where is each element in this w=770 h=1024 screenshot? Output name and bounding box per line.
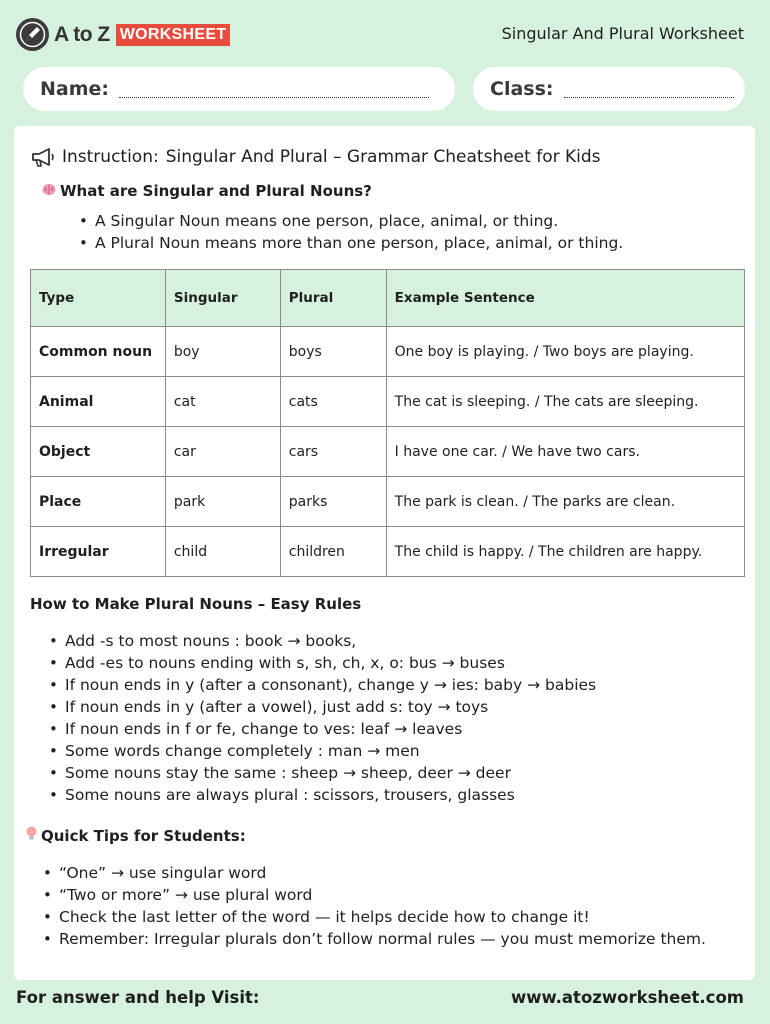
table-row: [31, 327, 745, 377]
section-rules-title: How to Make Plural Nouns – Easy Rules: [30, 595, 362, 613]
class-label: Class:: [490, 78, 554, 100]
cell-type: Common noun: [31, 327, 166, 377]
header-example: Example Sentence: [386, 270, 744, 327]
logo[interactable]: [16, 18, 230, 51]
definition-list: [76, 210, 623, 254]
cell-example: The child is happy. / The children are happy.: [386, 527, 744, 577]
cell-type: Object: [31, 427, 166, 477]
cell-type: Place: [31, 477, 166, 527]
list-item: • Some words change completely : man → men: [46, 740, 596, 762]
cell-plural: cars: [280, 427, 386, 477]
page-title: Singular And Plural Worksheet: [501, 24, 744, 43]
cell-example: The cat is sleeping. / The cats are sleeping.: [386, 377, 744, 427]
cell-type: Irregular: [31, 527, 166, 577]
cell-example: One boy is playing. / Two boys are playing.: [386, 327, 744, 377]
table-row: [31, 377, 745, 427]
list-item: • Check the last letter of the word — it helps decide how to change it!: [40, 906, 720, 928]
section-tips-heading: [26, 826, 246, 845]
cell-singular: car: [165, 427, 280, 477]
cell-singular: boy: [165, 327, 280, 377]
header-singular: Singular: [165, 270, 280, 327]
table-row: [31, 527, 745, 577]
cell-example: The park is clean. / The parks are clean.: [386, 477, 744, 527]
tips-list: [40, 862, 720, 950]
cell-example: I have one car. / We have two cars.: [386, 427, 744, 477]
instruction-label: Instruction:: [62, 147, 159, 167]
noun-table: [30, 269, 745, 577]
list-item: • A Plural Noun means more than one person, place, animal, or thing.: [76, 232, 623, 254]
brain-icon: [42, 183, 56, 200]
table-row: [31, 477, 745, 527]
list-item: • A Singular Noun means one person, place, animal, or thing.: [76, 210, 623, 232]
list-item: • “Two or more” → use plural word: [40, 884, 720, 906]
section-what-are-heading: [42, 182, 372, 200]
pencil-logo-icon: [16, 18, 49, 51]
header-type: Type: [31, 270, 166, 327]
lightbulb-icon: [26, 826, 37, 845]
name-field[interactable]: [23, 67, 455, 111]
header: [16, 18, 744, 54]
cell-singular: cat: [165, 377, 280, 427]
list-item: • Add -s to most nouns : book → books,: [46, 630, 596, 652]
list-item: • Some nouns stay the same : sheep → sheep, deer → deer: [46, 762, 596, 784]
cell-type: Animal: [31, 377, 166, 427]
footer-help-text: For answer and help Visit:: [16, 988, 260, 1007]
table-row: [31, 427, 745, 477]
logo-text: A to Z: [54, 22, 110, 46]
list-item: • “One” → use singular word: [40, 862, 720, 884]
list-item: • Some nouns are always plural : scissors, trousers, glasses: [46, 784, 596, 806]
cell-plural: cats: [280, 377, 386, 427]
section-rules-heading: [30, 595, 361, 613]
name-line[interactable]: [119, 84, 429, 98]
list-item: • If noun ends in y (after a consonant), change y → ies: baby → babies: [46, 674, 596, 696]
cell-plural: parks: [280, 477, 386, 527]
list-item: • If noun ends in f or fe, change to ves: leaf → leaves: [46, 718, 596, 740]
class-field[interactable]: [473, 67, 745, 111]
instruction: [30, 146, 601, 168]
cell-singular: child: [165, 527, 280, 577]
list-item: • Add -es to nouns ending with s, sh, ch, x, o: bus → buses: [46, 652, 596, 674]
logo-badge: WORKSHEET: [116, 24, 231, 46]
table-header-row: [31, 270, 745, 327]
cell-singular: park: [165, 477, 280, 527]
worksheet-card: [14, 126, 755, 980]
cell-plural: children: [280, 527, 386, 577]
list-item: • If noun ends in y (after a vowel), just add s: toy → toys: [46, 696, 596, 718]
rules-list: [46, 630, 596, 806]
name-label: Name:: [40, 78, 110, 100]
class-line[interactable]: [564, 84, 734, 98]
instruction-text: Singular And Plural – Grammar Cheatsheet for Kids: [165, 147, 601, 167]
list-item: • Remember: Irregular plurals don’t follow normal rules — you must memorize them.: [40, 928, 720, 950]
section-what-are-title: What are Singular and Plural Nouns?: [60, 182, 372, 200]
megaphone-icon: [30, 146, 56, 168]
footer-website-link[interactable]: www.atozworksheet.com: [510, 988, 744, 1007]
section-tips-title: Quick Tips for Students:: [41, 826, 246, 845]
cell-plural: boys: [280, 327, 386, 377]
header-plural: Plural: [280, 270, 386, 327]
